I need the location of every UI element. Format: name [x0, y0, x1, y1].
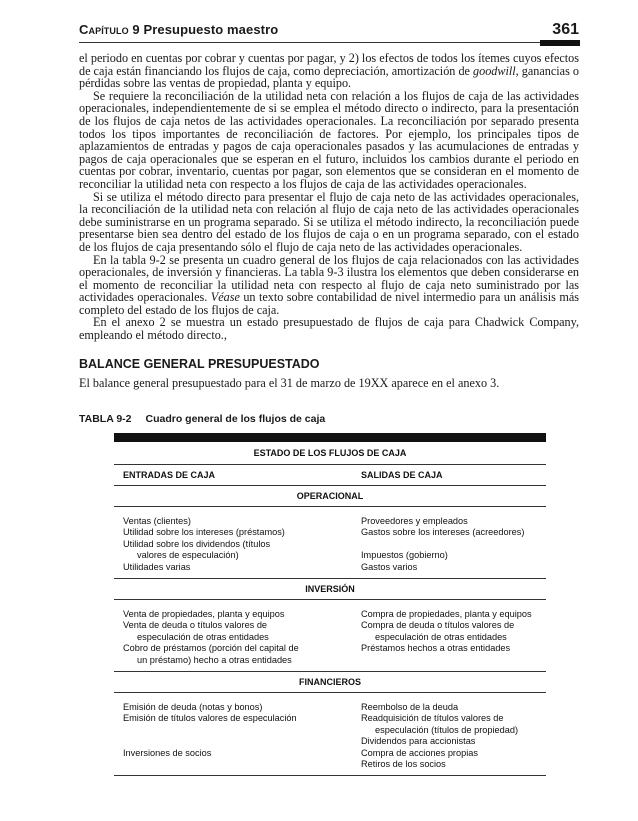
table-top-bar — [114, 433, 546, 442]
body-text — [79, 52, 579, 342]
outflow-item: Compra de propiedades, planta y equipos — [361, 609, 532, 619]
inflow-item: Utilidad sobre los intereses (préstamos) — [123, 527, 285, 538]
table-title: ESTADO DE LOS FLUJOS DE CAJA — [114, 442, 546, 465]
outflow-item: Dividendos para accionistas — [361, 736, 476, 747]
outflows-column — [361, 516, 524, 573]
inflows-column — [123, 609, 299, 666]
paragraph — [79, 316, 579, 341]
table-sections — [114, 486, 546, 776]
inflow-item: Venta de propiedades, planta y equipos — [123, 609, 285, 619]
inflow-item: Venta de deuda o títulos valores de — [123, 620, 268, 631]
text-run: En la tabla 9-2 se presenta un cuadro general de los flujos de caja relacionados con las actividades operacionales, de inversión y financieras. La tabla 9-3 ilustra los elementos que deben considerarse en el momento de reconciliar la utilidad neta con respecto al flujo de caja neto suministrado por las actividades operacionales. — [79, 252, 579, 305]
text-run: un texto sobre contabilidad de nivel intermedio para un análisis más completo del estado de los flujos de caja. — [79, 290, 579, 317]
col-header-inflows: ENTRADAS DE CAJA — [123, 470, 216, 480]
outflow-item: Impuestos (gobierno) — [361, 550, 448, 561]
outflow-item: especulación de otras entidades — [375, 631, 507, 642]
outflow-item: Proveedores y empleados — [361, 516, 468, 526]
outflows-column — [361, 702, 518, 770]
cash-flow-table — [114, 433, 546, 776]
inflow-item: Utilidades varias — [123, 561, 191, 572]
col-header-outflows: SALIDAS DE CAJA — [361, 470, 443, 480]
paragraph — [79, 254, 579, 317]
inflow-item — [123, 725, 297, 736]
inflow-item: un préstamo) hecho a otras entidades — [137, 654, 292, 665]
text-run: el periodo en cuentas por cobrar y cuentas por pagar, y 2) los efectos de todos los ítemes cuyos efectos de caja están financiando los flujos de caja, como depreciación, amortización de — [79, 51, 579, 78]
italic-text: goodwill, — [473, 63, 519, 78]
outflow-item: Compra de acciones propias — [361, 747, 478, 758]
inflows-column — [123, 516, 285, 573]
outflow-item: Gastos sobre los intereses (acreedores) — [361, 527, 525, 538]
table-caption — [79, 413, 325, 425]
chapter-title — [79, 22, 278, 37]
inflow-item: Inversiones de socios — [123, 747, 212, 758]
text-run: En el anexo 2 se muestra un estado presupuestado de flujos de caja para Chadwick Company, empleando el método directo., — [79, 315, 579, 343]
section-body — [114, 507, 546, 579]
paragraph — [79, 90, 579, 191]
table-column-headers — [114, 465, 546, 486]
inflow-item: Emisión de deuda (notas y bonos) — [123, 702, 263, 712]
outflow-item: Retiros de los socios — [361, 759, 446, 770]
text-run: Se requiere la reconciliación de la utilidad neta con relación a los flujos de caja de las actividades operacionales, independientemente de si se emplea el método directo o indirecto, para la presentación de los flujos de caja netos de las actividades operacionales. La reconciliación por separado presenta todos los tipos importantes de reconciliación de factores. Por ejemplo, los principales tipos de aplazamientos de entradas y pagos de caja operacionales pasados y las acumulaciones de entradas y pagos de caja operacionales que se esperan en el futuro, incluidos los cambios durante el periodo en cuentas por cobrar, inventario, cuentas por pagar, son elementos que se consideran en el momento de reconciliar la utilidad neta con respecto a los flujos de caja de las actividades operacionales. — [79, 88, 579, 191]
section-label: INVERSIÓN — [114, 579, 546, 600]
inflows-column — [123, 702, 297, 759]
section-label: FINANCIEROS — [114, 672, 546, 693]
section-body — [114, 693, 546, 776]
section-label: OPERACIONAL — [114, 486, 546, 507]
chapter-rest: 9 Presupuesto maestro — [132, 22, 279, 37]
header-bar — [540, 40, 580, 46]
section-heading: BALANCE GENERAL PRESUPUESTADO — [79, 357, 320, 371]
section-body — [114, 600, 546, 672]
inflow-item: Emisión de títulos valores de especulación — [123, 713, 297, 724]
section-paragraph: El balance general presupuestado para el 31 de marzo de 19XX aparece en el anexo 3. — [79, 376, 500, 390]
inflow-item: especulación de otras entidades — [137, 631, 269, 642]
inflow-item: Utilidad sobre los dividendos (títulos — [123, 538, 271, 549]
inflow-item — [123, 736, 297, 747]
page-header — [79, 22, 579, 50]
inflow-item: Ventas (clientes) — [123, 516, 191, 526]
chapter-cap: Capítulo — [79, 22, 129, 37]
text-run: Si se utiliza el método directo para presentar el flujo de caja neto de las actividades operacionales, la reconciliación de la utilidad neta con relación al flujo de caja neto de las actividades operacionales debe suministrarse en un programa separado. Si se utiliza el método indirecto, la reconciliación puede presentarse bien sea dentro del estado de los flujos de caja o en un programa separado, con el estado de los flujos de caja presentando sólo el flujo de caja neto de las actividades operacionales. — [79, 189, 579, 254]
inflow-item: Cobro de préstamos (porción del capital de — [123, 643, 299, 654]
outflow-item: Préstamos hechos a otras entidades — [361, 643, 511, 654]
outflow-item: Compra de deuda o títulos valores de — [361, 620, 515, 631]
paragraph — [79, 52, 579, 90]
outflow-item: Reembolso de la deuda — [361, 702, 459, 712]
outflow-item: Gastos varios — [361, 561, 418, 572]
text-run: ganancias o pérdidas sobre las ventas de propiedad, planta y equipo. — [79, 63, 579, 91]
outflows-column — [361, 609, 532, 655]
outflow-item: especulación (títulos de propiedad) — [375, 724, 519, 735]
outflow-item — [361, 539, 524, 550]
outflow-item: Readquisición de títulos valores de — [361, 713, 504, 724]
header-rule — [79, 42, 559, 43]
table-caption-label: TABLA 9-2 — [79, 413, 132, 425]
italic-text: Véase — [210, 290, 240, 305]
table-caption-title: Cuadro general de los flujos de caja — [145, 413, 326, 425]
inflow-item: valores de especulación) — [137, 550, 239, 561]
paragraph — [79, 191, 579, 254]
page-number: 361 — [552, 21, 579, 38]
